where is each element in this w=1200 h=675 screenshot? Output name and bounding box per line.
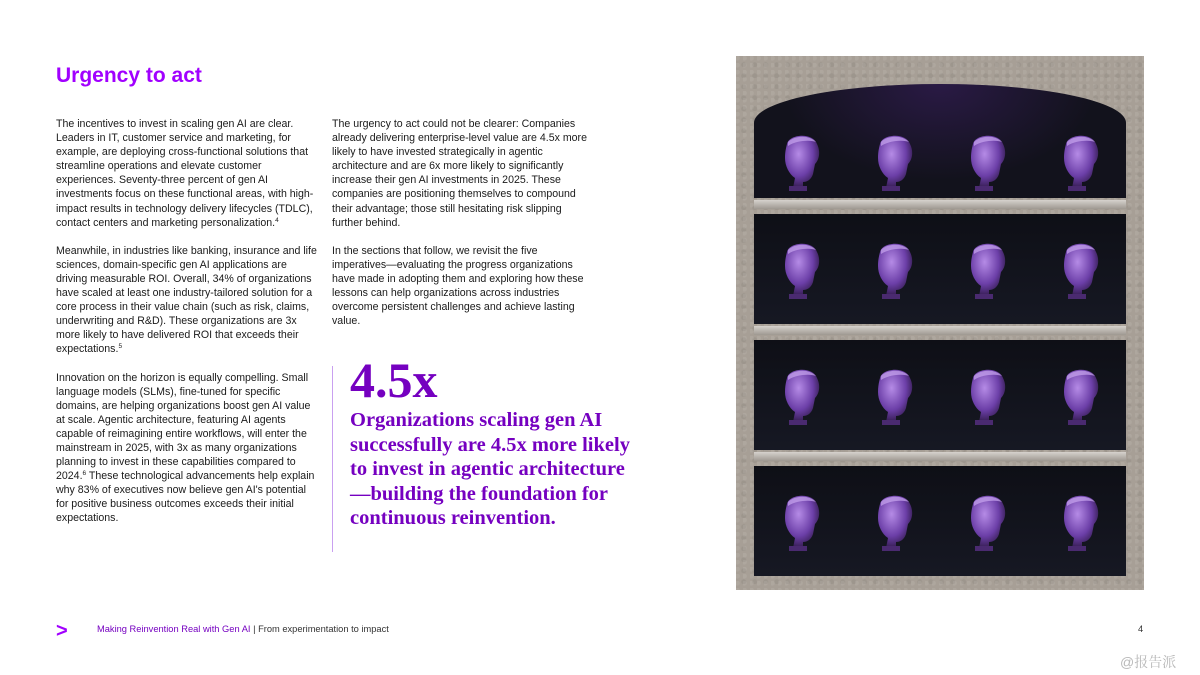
shelf-row	[754, 340, 1126, 450]
shelf-row	[754, 214, 1126, 324]
callout-stat: 4.5x	[350, 352, 438, 408]
logo-icon: >	[56, 620, 68, 642]
bust-icon	[959, 490, 1015, 552]
bust-icon	[773, 490, 829, 552]
footer-separator: |	[253, 624, 256, 634]
bust-icon	[1052, 238, 1108, 300]
shelf-row	[754, 84, 1126, 198]
page-title: Urgency to act	[56, 64, 202, 87]
footnote-ref[interactable]: 4	[275, 216, 279, 224]
bust-icon	[1052, 490, 1108, 552]
paragraph: In the sections that follow, we revisit the five imperatives—evaluating the progress organizations have made in adopting them and exploring how these lessons can help organizations across industries overcome persistent challenges and achieve lasting value.	[332, 244, 584, 328]
bust-icon	[866, 364, 922, 426]
shelf-row	[754, 466, 1126, 576]
bust-icon	[866, 130, 922, 192]
bust-icon	[959, 130, 1015, 192]
page-number: 4	[1138, 624, 1144, 634]
shelf-ledge	[754, 200, 1126, 209]
stat-callout	[332, 352, 630, 552]
bust-icon	[866, 490, 922, 552]
footer-doc-title: Making Reinvention Real with Gen AI	[97, 624, 251, 634]
footer-text	[97, 624, 389, 634]
callout-text: Organizations scaling gen AI successfully are 4.5x more likely to invest in agentic architecture—building the foundation for continuous reinvention.	[350, 409, 630, 530]
shelf-ledge	[754, 452, 1126, 461]
bust-icon	[773, 238, 829, 300]
body-column-right	[332, 117, 594, 342]
paragraph: The urgency to act could not be clearer: Companies already delivering enterprise-level value are 4.5x more likely to have invested strategically in agentic architecture and are 6x more likely to significantly increase their gen AI investments in 2025. These companies are positioning themselves to compound their advantage; those still hesitating risk slipping further behind.	[332, 118, 587, 229]
bust-shelves-image	[736, 56, 1144, 590]
bust-icon	[1052, 130, 1108, 192]
watermark: @报告派	[1120, 654, 1177, 670]
body-column-left	[56, 117, 318, 540]
bust-icon	[773, 364, 829, 426]
footnote-ref[interactable]: 5	[118, 343, 123, 351]
bust-icon	[1052, 364, 1108, 426]
footnote-ref[interactable]: 6	[82, 470, 87, 478]
footer-section: From experimentation to impact	[258, 624, 389, 634]
paragraph: Innovation on the horizon is equally compelling. Small language models (SLMs), fine-tuned for specific domains, are helping organizations boost gen AI value at scale. Agentic architecture, featuring AI agents capable of reimagining entire workflows, will enter the mainstream in 2025, with 3x as many organizations planning to invest in these capabilities compared to 2024.$^6$ These technological advancements help explain why 83% of executives now believe gen AI's potential for positive business outcomes exceeds their initial expectations.	[56, 371, 315, 525]
bust-icon	[959, 364, 1015, 426]
bust-icon	[959, 238, 1015, 300]
paragraph: The incentives to invest in scaling gen AI are clear. Leaders in IT, customer service and marketing, for example, are deploying cross-functional solutions that streamline operations and elevate customer experiences. Seventy-three percent of gen AI investments focus on these functional areas, with high-impact results in technology delivery lifecycles (TDLC), contact centers and marketing personalization.$^4$	[56, 118, 314, 229]
paragraph: Meanwhile, in industries like banking, insurance and life sciences, domain-specific gen AI applications are driving measurable ROI. Overall, 34% of organizations have scaled at least one industry-tailored solution for a core process in their value chain (such as risk, claims, underwriting and R&D). These organizations are 3x more likely to have delivered ROI that exceeds their expectations.$^5$	[56, 244, 317, 356]
bust-icon	[866, 238, 922, 300]
shelf-ledge	[754, 326, 1126, 335]
bust-icon	[773, 130, 829, 192]
